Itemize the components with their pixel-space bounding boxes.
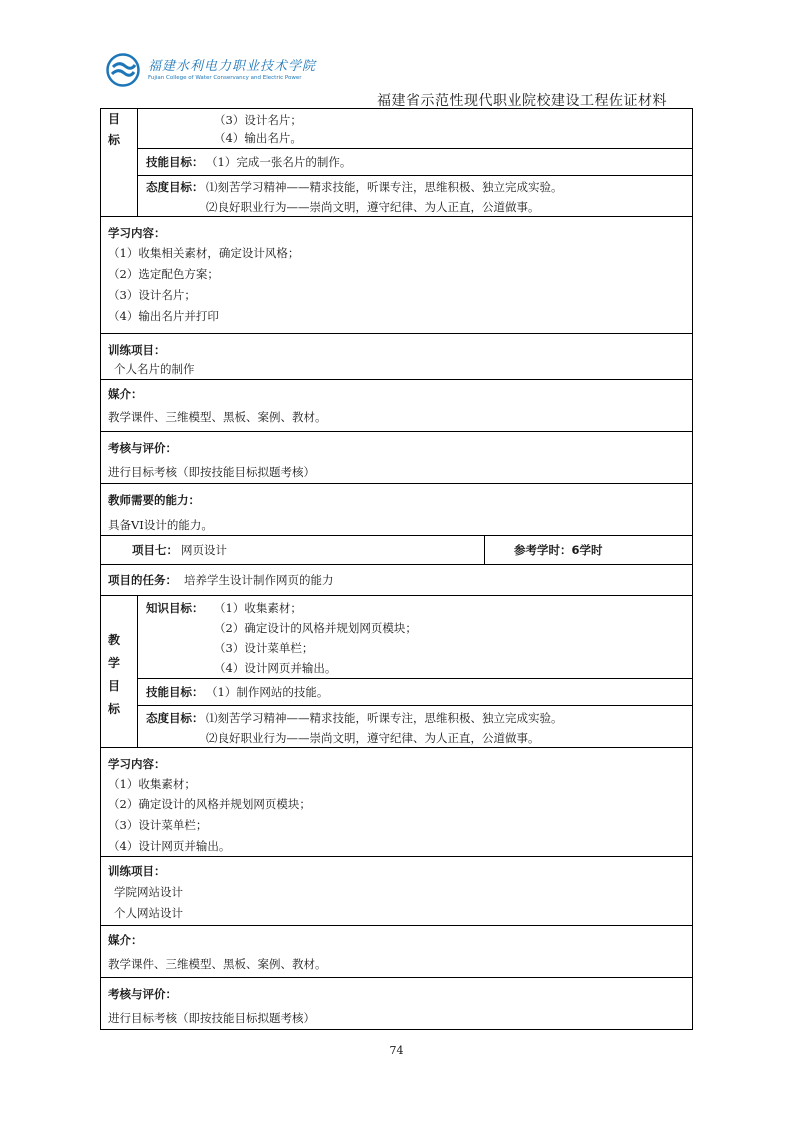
learning-content-item: （2）确定设计的风格并规划网页模块；: [108, 797, 311, 811]
media-label: 媒介：: [108, 387, 143, 401]
skill-goal-label: 技能目标：: [146, 155, 204, 169]
knowledge-item: （1）收集素材；: [214, 601, 302, 615]
attitude-item: ⑴刻苦学习精神——精求技能，听课专注，思维积极、独立完成实验。: [206, 711, 563, 725]
attitude-item: ⑵良好职业行为——崇尚文明，遵守纪律、为人正直，公道做事。: [206, 731, 540, 745]
learning-content-item: （3）设计菜单栏；: [108, 818, 208, 832]
knowledge-item: （2）确定设计的风格并规划网页模块；: [214, 621, 417, 635]
attitude-item: ⑵良好职业行为——崇尚文明，遵守纪律、为人正直，公道做事。: [206, 200, 540, 214]
page-number: 74: [389, 1044, 404, 1057]
training-project-item: 个人网站设计: [114, 906, 183, 920]
training-project-item: 个人名片的制作: [114, 362, 195, 376]
teacher-ability-text: 具备VI设计的能力。: [108, 518, 213, 532]
learning-content-item: （1）收集相关素材，确定设计风格；: [108, 246, 300, 260]
media-text: 教学课件、三维模型、黑板、案例、教材。: [108, 957, 327, 971]
logo-chinese-name: 福建水利电力职业技术学院: [148, 58, 317, 74]
attitude-item: ⑴刻苦学习精神——精求技能，听课专注，思维积极、独立完成实验。: [206, 180, 563, 194]
learning-content-item: （1）收集素材；: [108, 777, 196, 791]
learning-content-label: 学习内容：: [108, 226, 166, 240]
college-emblem-icon: [106, 53, 140, 87]
teaching-goal-char-3: 目: [108, 679, 121, 693]
teaching-goal-column-cell: [100, 595, 138, 748]
teaching-goal-char-4: 标: [108, 702, 121, 716]
knowledge-goal-label: 知识目标：: [146, 601, 204, 615]
knowledge-item: （4）设计网页并输出。: [214, 661, 337, 675]
knowledge-item: （4）输出名片。: [214, 131, 302, 145]
learning-content-label: 学习内容：: [108, 757, 166, 771]
media-cell: [100, 379, 693, 432]
skill-goal-text: （1）完成一张名片的制作。: [206, 155, 352, 169]
attitude-goal-label: 态度目标：: [146, 180, 204, 194]
project-name: 网页设计: [181, 543, 227, 557]
page-header-title: 福建省示范性现代职业院校建设工程佐证材料: [377, 93, 667, 109]
training-project-label: 训练项目：: [108, 343, 166, 357]
teaching-goal-char-2: 学: [108, 656, 121, 670]
goal-char-2: 标: [108, 133, 121, 147]
assessment-text: 进行目标考核（即按技能目标拟题考核）: [108, 1011, 315, 1025]
assessment-label: 考核与评价：: [108, 441, 177, 455]
media-label: 媒介：: [108, 933, 143, 947]
media-text: 教学课件、三维模型、黑板、案例、教材。: [108, 410, 327, 424]
knowledge-item: （3）设计菜单栏；: [214, 641, 314, 655]
training-project-item: 学院网站设计: [114, 885, 183, 899]
learning-content-item: （4）设计网页并输出。: [108, 839, 231, 853]
teacher-ability-label: 教师需要的能力：: [108, 493, 200, 507]
teaching-goal-char-1: 教: [108, 633, 121, 647]
knowledge-item: （3）设计名片；: [214, 113, 302, 127]
training-project-label: 训练项目：: [108, 864, 166, 878]
skill-goal-text: （1）制作网站的技能。: [206, 685, 329, 699]
goal-char-1: 目: [108, 112, 121, 126]
project-label: 项目七：: [132, 543, 178, 557]
assessment-label: 考核与评价：: [108, 987, 177, 1001]
learning-content-item: （2）选定配色方案；: [108, 267, 219, 281]
reference-hours: 参考学时：6学时: [514, 543, 603, 557]
skill-goal-label: 技能目标：: [146, 685, 204, 699]
logo-english-name: Fujian College of Water Conservancy and Electric Power: [148, 74, 302, 81]
assessment-text: 进行目标考核（即按技能目标拟题考核）: [108, 465, 315, 479]
learning-content-item: （3）设计名片；: [108, 288, 196, 302]
project-task-label: 项目的任务：: [108, 573, 177, 587]
attitude-goal-label: 态度目标：: [146, 711, 204, 725]
training-project-cell: [100, 856, 693, 926]
learning-content-item: （4）输出名片并打印: [108, 309, 219, 323]
college-logo: [106, 52, 316, 88]
project-task-text: 培养学生设计制作网页的能力: [184, 573, 334, 587]
